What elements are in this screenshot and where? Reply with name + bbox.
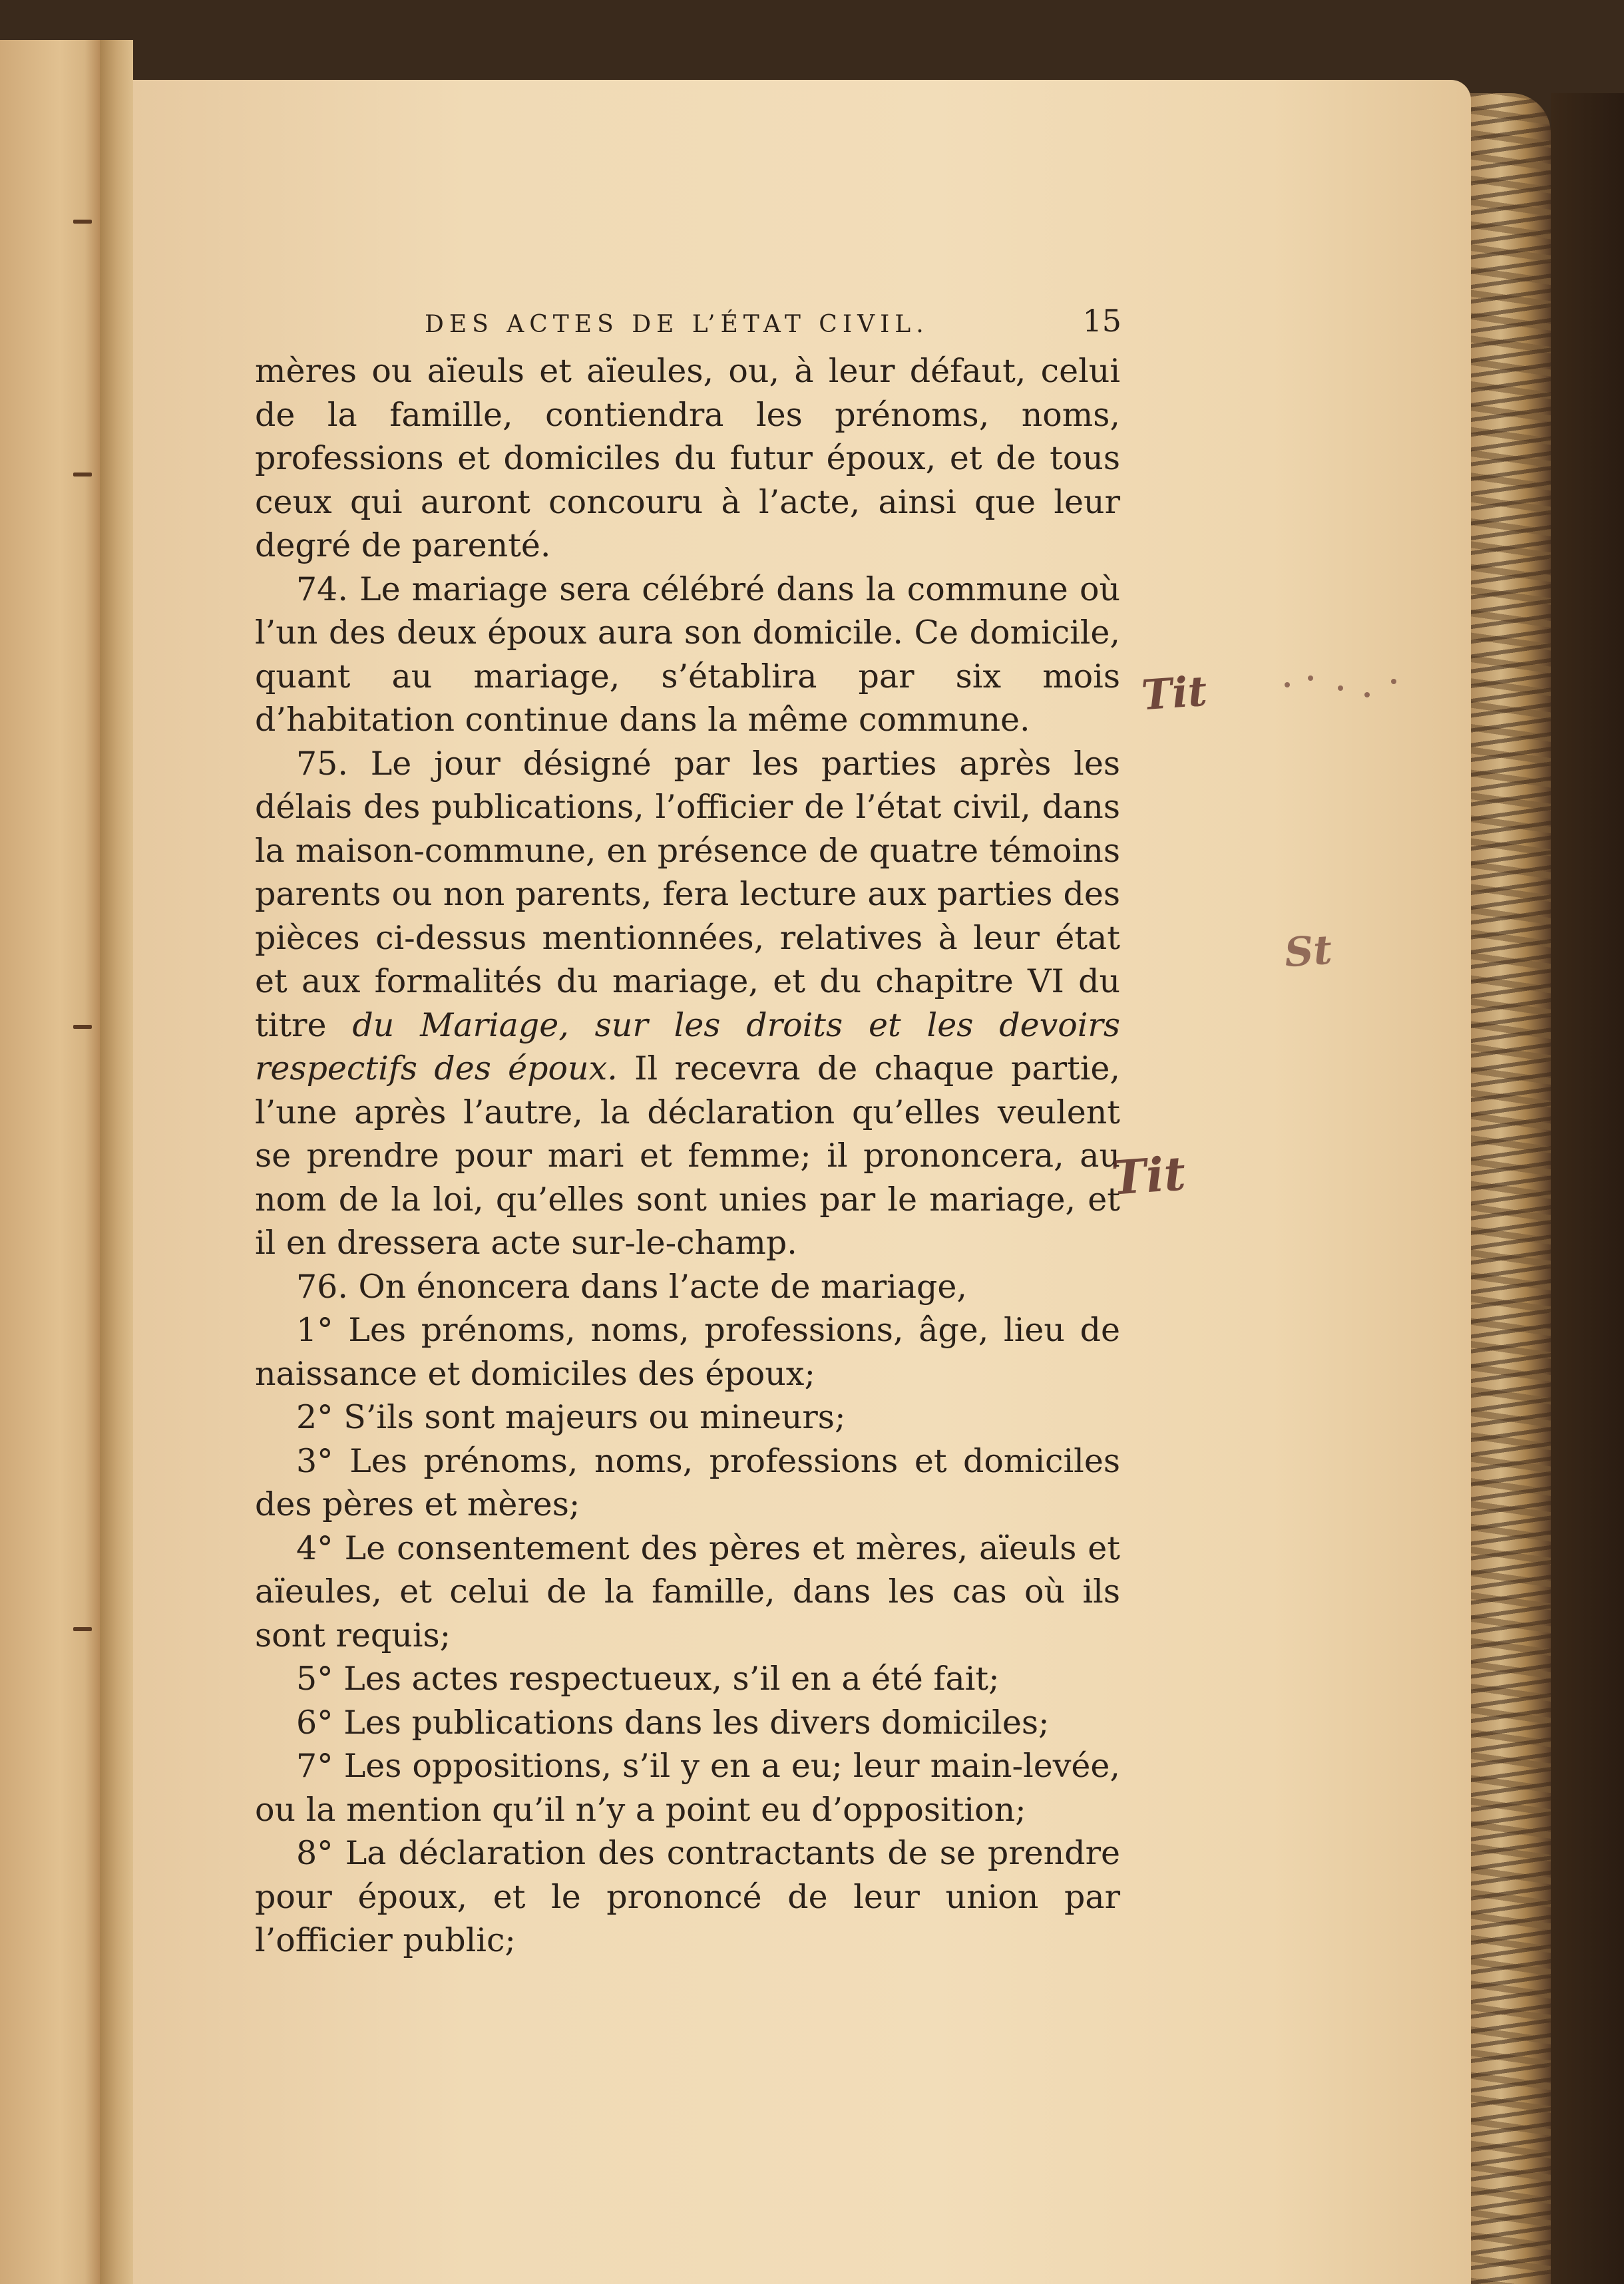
library-stamp: Tit — [1139, 666, 1209, 720]
list-item: 2° S’ils sont majeurs ou mineurs; — [296, 1398, 846, 1436]
list-item: 5° Les actes respectueux, s’il en a été fait; — [296, 1660, 1000, 1698]
page-mark — [73, 1025, 92, 1029]
list-item: 8° La déclaration des contractants de se prendre pour époux, et le prononcé de leur union par l’officier public; — [255, 1834, 1120, 1959]
list-item: 1° Les prénoms, noms, professions, âge, lieu de naissance et domiciles des époux; — [255, 1311, 1120, 1393]
list-item: 3° Les prénoms, noms, professions et domiciles des pères et mères; — [255, 1441, 1120, 1523]
list-item: 7° Les oppositions, s’il y en a eu; leur main-levée, ou la mention qu’il n’y a point eu d’opposition; — [255, 1747, 1120, 1829]
library-stamp: St — [1283, 926, 1334, 977]
italic-title: du Mariage, sur les droits et les devoirs respectifs des époux. — [255, 1006, 1120, 1087]
ink-speckle — [1364, 692, 1370, 697]
left-facing-page — [0, 40, 100, 2284]
paragraph-article-74: 74. Le mariage sera célébré dans la commune où l’un des deux époux aura son domicile. Ce domicile, quant au mariage, s’établira par six mois d’habitation continue dans la même commune. — [255, 570, 1120, 739]
background-shadow — [1551, 93, 1624, 2284]
running-head — [255, 303, 1120, 349]
page-text-block — [255, 303, 1120, 1963]
page-mark — [73, 1627, 92, 1631]
list-item: 6° Les publications dans les divers domiciles; — [296, 1703, 1050, 1742]
library-stamp: Tit — [1110, 1145, 1187, 1206]
page-mark — [73, 473, 92, 476]
paragraph-text: Il recevra de chaque partie, l’une après l’autre, la déclaration qu’elles veulent se prendre pour mari et femme; il prononcera, au nom de la loi, qu’elles sont unies par le mariage, et il en dressera acte sur-le-champ. — [255, 1049, 1120, 1262]
paragraph-article-76: 76. On énoncera dans l’acte de mariage, — [296, 1267, 967, 1306]
page-mark — [73, 220, 92, 224]
ink-speckle — [1308, 675, 1313, 681]
page-number: 15 — [1082, 303, 1121, 339]
paragraph-article-75 — [255, 742, 1120, 1265]
ink-speckle — [1338, 685, 1343, 691]
paragraph-text: 75. Le jour désigné par les parties après les délais des publications, l’officier de l’état civil, dans la maison-commune, en présence de quatre témoins parents ou non parents, fera lecture aux parties des pièces ci-dessus mentionnées, relatives à leur état et aux formalités du mariage, et du chapitre VI du titre — [255, 744, 1120, 1044]
marbled-fore-edge — [1468, 93, 1551, 2284]
book-gutter — [100, 40, 133, 2284]
body-text — [255, 349, 1120, 1963]
ink-speckle — [1285, 682, 1290, 687]
paragraph: mères ou aïeuls et aïeules, ou, à leur défaut, celui de la famille, contiendra les prénoms, noms, professions et domiciles du futur époux, et de tous ceux qui auront concouru à l’acte, ainsi que leur degré de parenté. — [255, 352, 1120, 564]
ink-speckle — [1391, 679, 1396, 684]
list-item: 4° Le consentement des pères et mères, aïeuls et aïeules, et celui de la famille, dans les cas où ils sont requis; — [255, 1529, 1120, 1654]
running-title: DES ACTES DE L’ÉTAT CIVIL. — [425, 311, 929, 338]
